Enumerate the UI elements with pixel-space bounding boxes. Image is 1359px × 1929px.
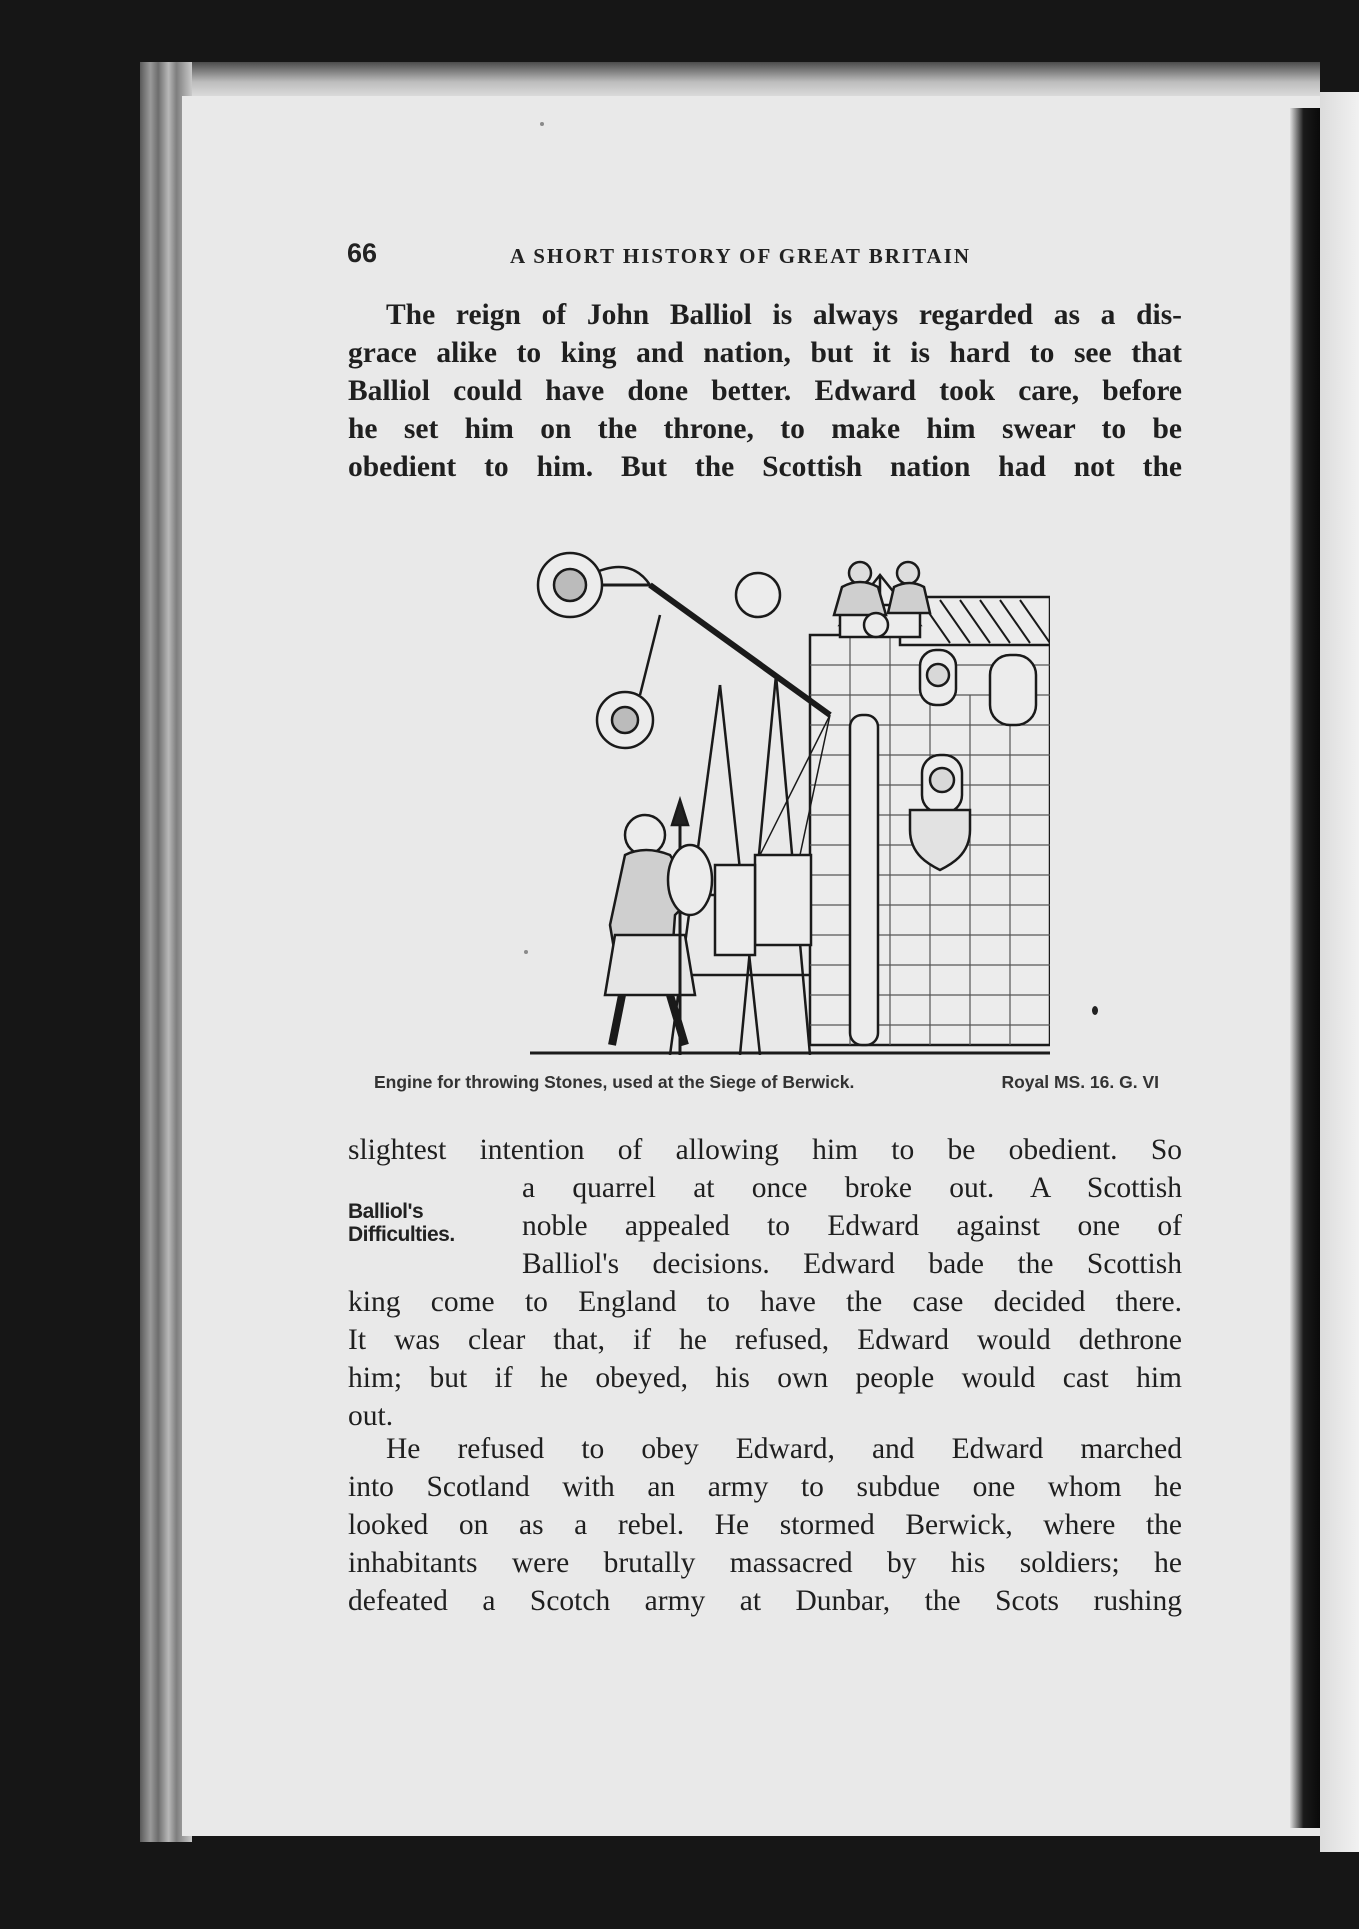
text-line: noble appealed to Edward against one of [522, 1210, 1182, 1242]
text-line: The reign of John Balliol is always regarded as a dis- [386, 299, 1182, 331]
text-line: defeated a Scotch army at Dunbar, the Scots rushing [348, 1585, 1182, 1617]
text-line: out. [348, 1400, 394, 1432]
page-speck [1092, 1006, 1098, 1015]
text-line: him; but if he obeyed, his own people would cast him [348, 1362, 1182, 1394]
text-line: looked on as a rebel. He stormed Berwick, where the [348, 1509, 1182, 1541]
text-line: he set him on the throne, to make him swear to be [348, 413, 1182, 445]
paragraph-3 [348, 1430, 1182, 1620]
figure-caption [374, 1072, 1159, 1093]
text-line: slightest intention of allowing him to be obedient. So [348, 1134, 1182, 1166]
text-line: grace alike to king and nation, but it is hard to see that [348, 337, 1182, 369]
text-line: Balliol could have done better. Edward took care, before [348, 375, 1182, 407]
text-line: inhabitants were brutally massacred by his soldiers; he [348, 1547, 1182, 1579]
text-line: into Scotland with an army to subdue one whom he [348, 1471, 1182, 1503]
trebuchet-illustration [510, 515, 1050, 1055]
text-line: king come to England to have the case decided there. [348, 1286, 1182, 1318]
page-number: 66 [347, 238, 378, 268]
sidenote-line: Difficulties. [348, 1223, 455, 1246]
sidenote-line: Balliol's [348, 1200, 424, 1223]
text-line: a quarrel at once broke out. A Scottish [522, 1172, 1182, 1204]
caption-source: Royal MS. 16. G. VI [1001, 1072, 1159, 1092]
caption-text: Engine for throwing Stones, used at the Siege of Berwick. [374, 1072, 855, 1092]
text-line: obedient to him. But the Scottish nation had not the [348, 451, 1182, 483]
text-line: Balliol's decisions. Edward bade the Scottish [522, 1248, 1182, 1280]
facing-page-edge [1320, 92, 1359, 1852]
text-line: It was clear that, if he refused, Edward would dethrone [348, 1324, 1182, 1356]
page-speck [540, 122, 544, 126]
paragraph-1 [348, 296, 1182, 486]
page-header [347, 238, 1182, 278]
book-gutter [1290, 108, 1320, 1828]
running-title: A SHORT HISTORY OF GREAT BRITAIN [510, 244, 972, 268]
paragraph-2 [348, 1131, 1182, 1435]
text-line: He refused to obey Edward, and Edward marched [386, 1433, 1182, 1465]
